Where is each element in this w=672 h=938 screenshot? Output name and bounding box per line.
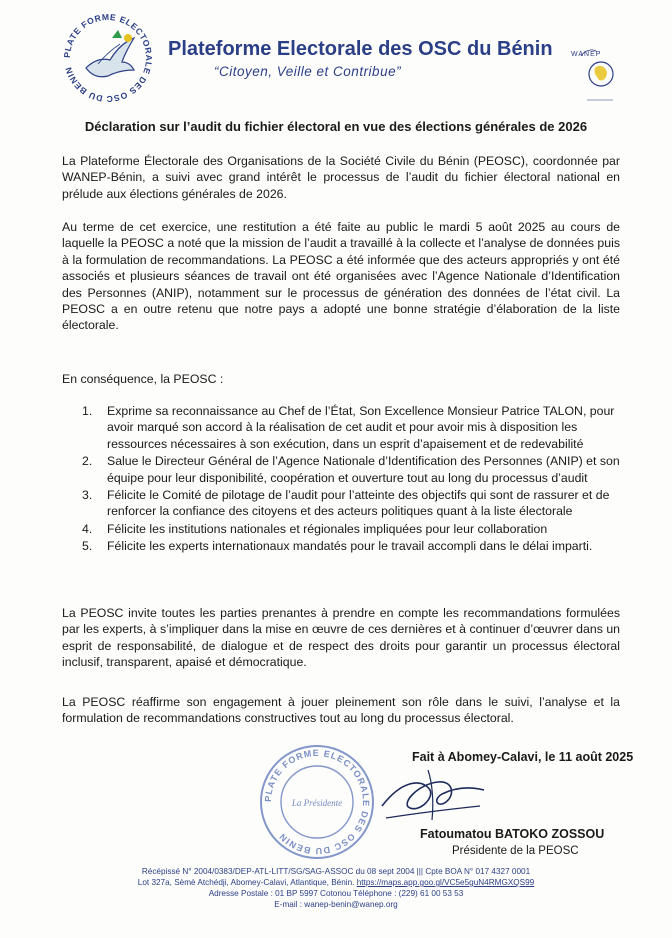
paragraph-commitment: La PEOSC réaffirme son engagement à jouer pleinement son rôle dans le suivi, l’analyse et la formulation de recommandations constructives tout au long du processus électoral. <box>62 695 620 726</box>
footer-email[interactable]: E-mail : wanep-benin@wanep.org <box>274 900 398 909</box>
footer <box>80 866 592 910</box>
list-item-text: Félicite les experts internationaux mandatés pour le travail accompli dans le délai imparti. <box>107 539 593 554</box>
footer-map-link[interactable]: https://maps.app.goo.gl/VC5e5guN4RMGXQS99 <box>356 878 535 887</box>
footer-registration: Récépissé N° 2004/0383/DEP-ATL-LITT/SG/SAG-ASSOC du 08 sept 2004 ||| Cpte BOA N° 017 4327 0001 <box>141 867 531 876</box>
svg-text:La Présidente: La Présidente <box>291 798 343 808</box>
document-title: Déclaration sur l’audit du fichier électoral en vue des élections générales de 2026 <box>84 119 588 134</box>
list-item <box>78 453 623 486</box>
list-item-number: 2. <box>82 454 93 469</box>
svg-text:PLATE FORME ELECTORALE DES OSC: PLATE FORME ELECTORALE DES OSC DU BENIN <box>262 747 372 857</box>
list-item-number: 5. <box>82 539 93 554</box>
list-item <box>78 521 623 537</box>
list-item-text: Exprime sa reconnaissance au Chef de l’État, Son Excellence Monsieur Patrice TALON, pour avoir marqué son accord à la réalisation de cet audit et pour avoir mis à disposition les ressources nécessaires à son exécution, dans un esprit d’apaisement et de redevabilité <box>107 404 615 451</box>
paragraph-restitution: Au terme de cet exercice, une restitution a été faite au public le mardi 5 août 2025 au cours de laquelle la PEOSC a noté que la mission de l’audit a travaillé à la collecte et l’analyse de données puis à la formulation de recommandations. La PEOSC a été informée que des acteurs appropriés y ont été associés et plusieurs séances de travail ont été organisées avec l’Agence Nationale d’Identification des Personnes (ANIP), notamment sur le processus de génération des données de l’état civil. La PEOSC a en outre retenu que notre pays a adopté une bonne stratégie d’élaboration de la liste électorale. <box>62 220 620 333</box>
svg-text:WANEP: WANEP <box>571 51 602 58</box>
footer-address-text: Lot 327a, Sèmè Atchédji, Abomey-Calavi, Atlantique, Bénin. <box>137 878 355 887</box>
list-item-text: Félicite le Comité de pilotage de l’audit pour l’atteinte des objectifs qui sont de rassurer et de renforcer la confiance des citoyens et des acteurs politiques quant à la liste électorale <box>107 488 610 519</box>
organization-title: Plateforme Electorale des OSC du Bénin <box>168 38 553 60</box>
list-item-number: 4. <box>82 521 93 536</box>
peosc-logo <box>58 8 158 108</box>
footer-postal: Adresse Postale : 01 BP 5997 Cotonou Téléphone : (229) 61 00 53 53 <box>208 889 464 898</box>
organization-slogan: “Citoyen, Veille et Contribue” <box>214 64 402 79</box>
signer-name: Fatoumatou BATOKO ZOSSOU <box>420 827 605 841</box>
official-stamp <box>257 742 377 862</box>
list-item <box>78 403 623 452</box>
list-item <box>78 538 623 554</box>
signer-role: Présidente de la PEOSC <box>452 845 579 857</box>
resolution-list <box>78 403 623 556</box>
paragraph-intro: La Plateforme Électorale des Organisations de la Société Civile du Bénin (PEOSC), coordonnée par WANEP-Bénin, a suivi avec grand intérêt le processus de l’audit du fichier électoral national en prélude aux élections générales de 2026. <box>62 154 620 201</box>
list-item <box>78 487 623 520</box>
list-item-text: Salue le Directeur Général de l’Agence Nationale d’Identification des Personnes (ANIP) et son équipe pour leur disponibilité, coopération et ouverture tout au long du processus d’audit <box>107 454 620 485</box>
footer-address <box>80 877 592 888</box>
paragraph-consequence: En conséquence, la PEOSC : <box>62 372 224 386</box>
svg-text:PLATE FORME ELECTORALE DES OSC: PLATE FORME ELECTORALE DES OSC DU BENIN <box>61 11 155 105</box>
paragraph-invitation: La PEOSC invite toutes les parties prenantes à prendre en compte les recommandations formulées par les experts, à s’impliquer dans la mise en œuvre de ces dernières et à continuer d’œuvrer dans un esprit de responsabilité, de dialogue et de respect des droits pour garantir un processus électoral inclusif, transparent, apaisé et démocratique. <box>62 606 620 670</box>
wanep-logo <box>567 44 619 110</box>
list-item-text: Félicite les institutions nationales et régionales impliquées pour leur collaboration <box>107 521 548 536</box>
list-item-number: 3. <box>82 488 93 503</box>
place-and-date: Fait à Abomey-Calavi, le 11 août 2025 <box>412 750 634 764</box>
list-item-number: 1. <box>82 404 93 418</box>
